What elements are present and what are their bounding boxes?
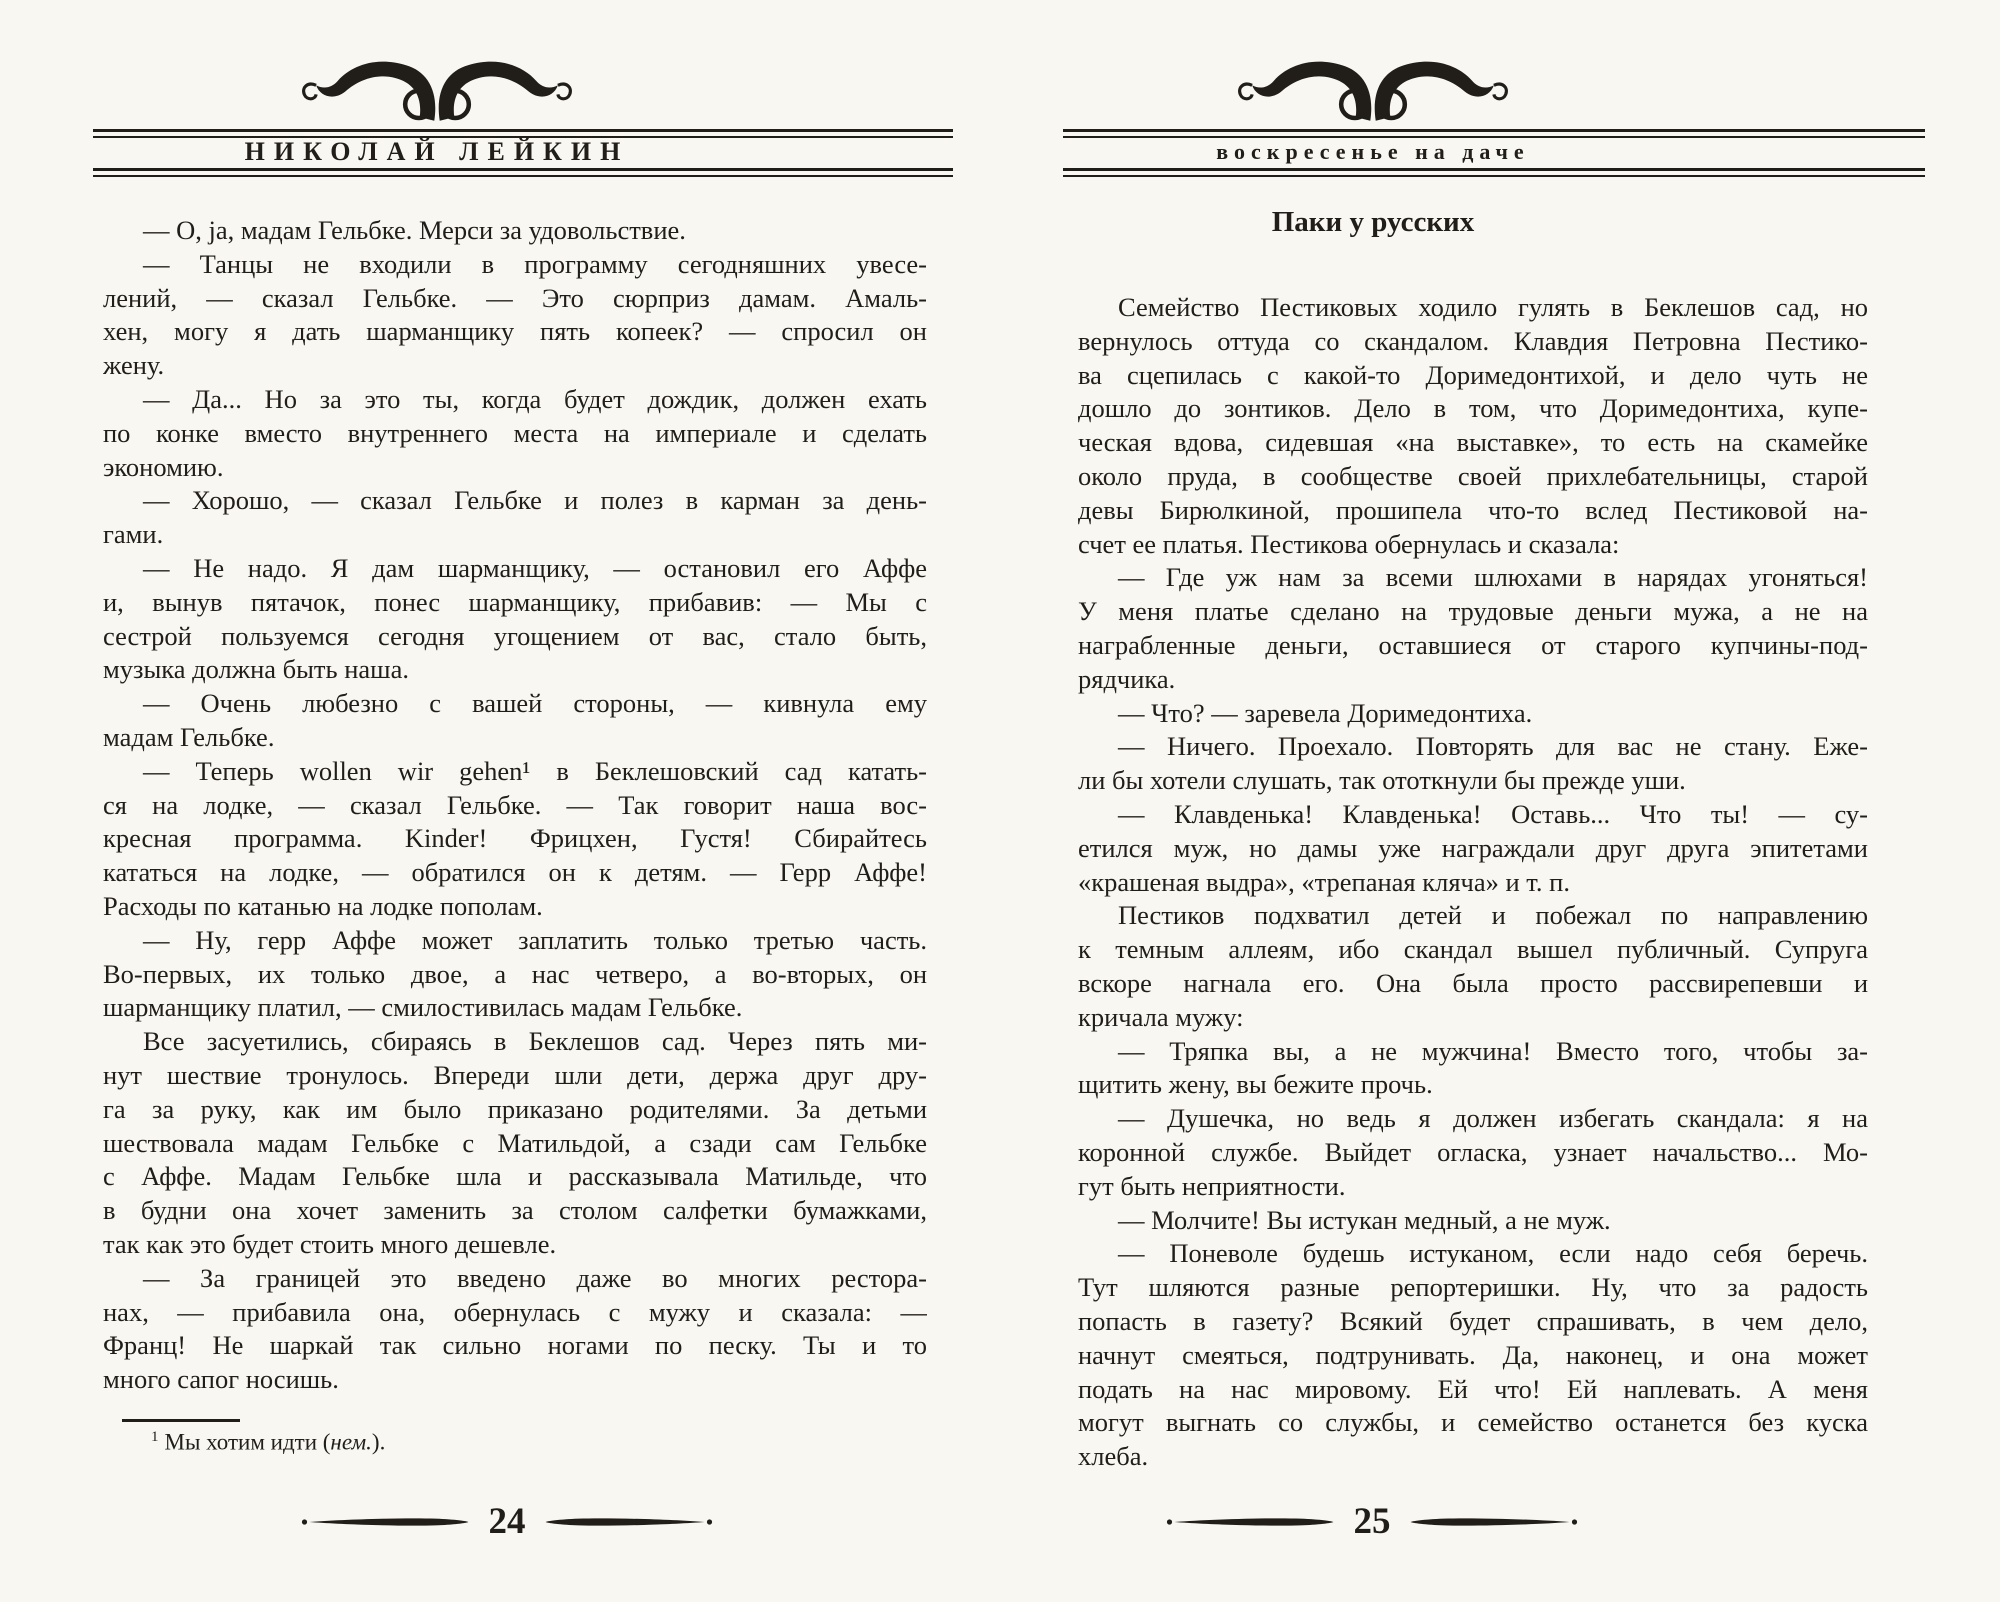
header-rule [93,129,953,132]
text-line: гут быть неприятности. [1078,1170,1346,1201]
text-line: — Ничего. Проехало. Повторять для вас не стану. Еже- [1118,731,1868,762]
text-line: гами. [103,519,164,550]
text-line: около пруда, в сообществе своей прихлебательницы, старой [1078,460,1868,491]
text-line: — Не надо. Я дам шарманщику, — остановил его Аффе [143,552,927,583]
text-line: кататься на лодке, — обратился он к детям. — Герр Аффе! [103,857,927,888]
footnote-divider [122,1419,240,1422]
text-line: Все засуетились, сбираясь в Беклешов сад. Через пять ми- [143,1026,927,1057]
text-line: экономию. [103,451,224,482]
text-line: вернулось оттуда со скандалом. Клавдия Петровна Пестико- [1078,325,1868,356]
text-line: — Танцы не входили в программу сегодняшних увесе- [143,248,927,279]
footnote-marker: 1 [151,1429,159,1445]
text-line: дошло до зонтиков. Дело в том, что Доримедонтиха, купе- [1078,393,1868,424]
footer-spindle-rule-icon [1166,1516,1338,1528]
text-line: шествовала мадам Гельбке с Матильдой, а сзади сам Гельбке [103,1127,927,1158]
page-number: 25 [1353,1501,1391,1542]
text-line: нут шествие тронулось. Впереди шли дети, держа друг дру- [103,1059,927,1090]
running-header-book-title: воскресенье на даче [1216,139,1530,164]
text-line: ва сцепилась с какой-то Доримедонтихой, и дело чуть не [1078,359,1868,390]
text-line: Франц! Не шаркай так сильно ногами по песку. Ты и то [103,1330,927,1361]
footer-spindle-rule-icon [1407,1516,1579,1528]
header-rule [93,175,953,177]
footnote-text: Мы хотим идти ( [164,1429,331,1455]
text-line: с Аффе. Мадам Гельбке шла и рассказывала Матильде, что [103,1161,927,1192]
text-line: могут выгнать со службы, и семейство останется без куска [1078,1407,1868,1438]
text-line: мадам Гельбке. [103,721,275,752]
text-line: У меня платье сделано на трудовые деньги мужа, а не на [1078,596,1868,627]
right-page [1063,0,1925,1602]
text-line: — Ну, герр Аффе может заплатить только третью часть. [143,924,927,955]
text-line: — Очень любезно с вашей стороны, — кивнула ему [143,688,927,719]
text-line: в будни она хочет заменить за столом салфетки бумажками, [103,1195,927,1226]
text-line: рядчика. [1078,663,1176,694]
text-line: етился муж, но дамы уже награждали друг друга эпитетами [1078,832,1868,863]
text-line: ся на лодке, — сказал Гельбке. — Так говорит наша вос- [103,789,927,820]
text-line: подать на нас мировому. Ей что! Ей наплевать. А меня [1078,1373,1868,1404]
text-line: так как это будет стоить много дешевле. [103,1228,557,1259]
text-line: счет ее платья. Пестикова обернулась и сказала: [1078,528,1620,559]
text-line: сестрой пользуемся сегодня угощением от вас, стало быть, [103,620,927,651]
text-line: — Тряпка вы, а не мужчина! Вместо того, чтобы за- [1118,1035,1868,1066]
text-line: — Теперь wollen wir gehen¹ в Беклешовский сад катать- [143,755,927,786]
page-footer [301,1502,714,1542]
header-rule [93,168,953,171]
header-rule [1063,168,1925,171]
left-page [93,0,953,1602]
text-line: — За границей это введено даже во многих рестора- [143,1262,927,1293]
text-line: — Где уж нам за всеми шлюхами в нарядах угоняться! [1118,562,1868,593]
text-line: кресная программа. Kinder! Фрицхен, Густя! Сбирайтесь [103,823,927,854]
text-line: — Душечка, но ведь я должен избегать скандала: я на [1118,1103,1868,1134]
text-line: лений, — сказал Гельбке. — Это сюрприз дамам. Амаль- [103,282,927,313]
text-line: девы Бирюлкиной, прошипела что-то вслед Пестиковой на- [1078,494,1868,525]
page-number: 24 [488,1501,526,1542]
header-flourish-icon [1223,48,1523,128]
text-line: нах, — прибавила она, обернулась с мужу и сказала: — [103,1296,927,1327]
text-line: «крашеная выдра», «трепаная кляча» и т. п. [1078,866,1570,897]
story-title: Паки у русских [1271,206,1475,238]
text-line: — Поневоле будешь истуканом, если надо себя беречь. [1118,1238,1868,1269]
body-text-column [1078,291,1868,1474]
text-line: — Что? — заревела Доримедонтиха. [1118,697,1533,728]
header-rule [1063,129,1925,132]
text-line: по конке вместо внутреннего места на империале и сделать [103,417,927,448]
text-line: к темным аллеям, ибо скандал вышел публичный. Супруга [1078,934,1868,965]
text-line: хен, могу я дать шарманщику пять копеек? — спросил он [103,316,927,347]
text-line: щитить жену, вы бежите прочь. [1078,1069,1433,1100]
footnote-term: нем. [330,1429,372,1455]
text-line: много сапог носишь. [103,1364,339,1395]
footer-spindle-rule-icon [542,1516,714,1528]
text-line: музыка должна быть наша. [103,654,409,685]
header-flourish-icon [287,48,587,128]
text-line: вскоре нагнала его. Она была просто рассвирепевши и [1078,967,1868,998]
text-line: ли бы хотели слушать, так ототкнули бы прежде уши. [1078,765,1686,796]
text-line: га за руку, как им было приказано родителями. За детьми [103,1093,927,1124]
footnote-text-end: ). [371,1429,386,1455]
text-line: кричала мужу: [1078,1001,1244,1032]
text-line: Во-первых, их только двое, а нас четверо, а во-вторых, он [103,958,927,989]
text-line: начнут смеяться, подтрунивать. Да, наконец, и она может [1078,1339,1868,1370]
text-line: — О, ja, мадам Гельбке. Мерси за удовольствие. [143,215,686,245]
text-line: хлеба. [1078,1441,1149,1472]
text-line: попасть в газету? Всякий будет спрашивать, в чем дело, [1078,1305,1868,1336]
text-line: Пестиков подхватил детей и побежал по направлению [1118,900,1868,931]
text-line: награбленные деньги, оставшиеся от старого купчины-под- [1078,629,1868,660]
text-line: — Молчите! Вы истукан медный, а не муж. [1118,1204,1611,1235]
running-header-author: НИКОЛАЙ ЛЕЙКИН [244,137,630,166]
text-line: жену. [103,350,165,381]
text-line: — Клавденька! Клавденька! Оставь... Что ты! — су- [1118,798,1868,829]
page-footer [1166,1502,1579,1542]
text-line: Семейство Пестиковых ходило гулять в Беклешов сад, но [1118,292,1868,322]
header-rule [1063,175,1925,177]
text-line: ческая вдова, сидевшая «на выставке», то есть на скамейке [1078,427,1868,458]
text-line: — Хорошо, — сказал Гельбке и полез в карман за день- [143,485,927,516]
text-line: шарманщику платил, — смилостивилась мадам Гельбке. [103,992,743,1023]
body-text-column [103,214,927,1397]
text-line: коронной службе. Выйдет огласка, узнает начальство... Мо- [1078,1136,1868,1167]
text-line: и, вынув пятачок, понес шарманщику, прибавив: — Мы с [103,586,927,617]
footnote [151,1429,385,1456]
footer-spindle-rule-icon [301,1516,473,1528]
text-line: — Да... Но за это ты, когда будет дождик, должен ехать [143,383,927,414]
text-line: Тут шляются разные репортеришки. Ну, что за радость [1078,1272,1868,1303]
text-line: Расходы по катанью на лодке пополам. [103,890,543,921]
